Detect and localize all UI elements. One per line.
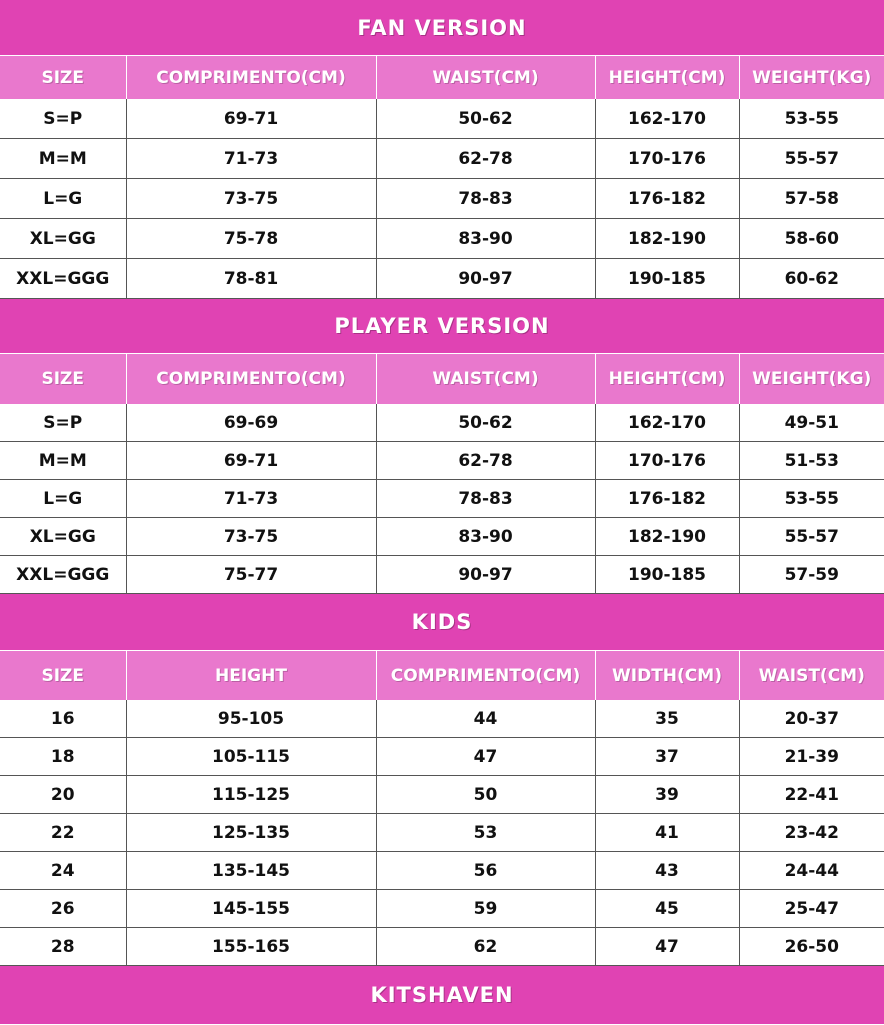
height-cell: 182-190 — [595, 219, 739, 259]
weight-cell: 53-55 — [739, 99, 884, 139]
comprimento-cell: 56 — [376, 852, 595, 890]
weight-cell: 55-57 — [739, 139, 884, 179]
width-cell: 37 — [595, 738, 739, 776]
table-header-row — [0, 56, 884, 99]
waist-cell: 22-41 — [739, 776, 884, 814]
height-cell: 162-170 — [595, 99, 739, 139]
table-row — [0, 139, 884, 179]
comprimento-cell: 50 — [376, 776, 595, 814]
kids-section — [0, 594, 884, 966]
table-row — [0, 404, 884, 442]
column-header-weight: WEIGHT(KG) — [739, 354, 884, 404]
width-cell: 43 — [595, 852, 739, 890]
size-cell: M=M — [0, 139, 126, 179]
width-cell: 39 — [595, 776, 739, 814]
size-cell: 20 — [0, 776, 126, 814]
column-header-height: HEIGHT(CM) — [595, 56, 739, 99]
height-cell: 155-165 — [126, 928, 376, 966]
comprimento-cell: 75-77 — [126, 556, 376, 594]
table-row — [0, 852, 884, 890]
size-cell: S=P — [0, 404, 126, 442]
comprimento-cell: 44 — [376, 700, 595, 738]
size-cell: XL=GG — [0, 518, 126, 556]
height-cell: 95-105 — [126, 700, 376, 738]
table-header-row — [0, 354, 884, 404]
size-cell: 22 — [0, 814, 126, 852]
table-row — [0, 442, 884, 480]
comprimento-cell: 69-71 — [126, 442, 376, 480]
weight-cell: 57-59 — [739, 556, 884, 594]
weight-cell: 57-58 — [739, 179, 884, 219]
table-row — [0, 219, 884, 259]
waist-cell: 62-78 — [376, 442, 595, 480]
height-cell: 182-190 — [595, 518, 739, 556]
comprimento-cell: 53 — [376, 814, 595, 852]
weight-cell: 51-53 — [739, 442, 884, 480]
comprimento-cell: 71-73 — [126, 480, 376, 518]
waist-cell: 26-50 — [739, 928, 884, 966]
column-header-height: HEIGHT — [126, 651, 376, 700]
size-cell: L=G — [0, 179, 126, 219]
height-cell: 190-185 — [595, 556, 739, 594]
height-cell: 176-182 — [595, 179, 739, 219]
height-cell: 125-135 — [126, 814, 376, 852]
weight-cell: 55-57 — [739, 518, 884, 556]
weight-cell: 58-60 — [739, 219, 884, 259]
table-row — [0, 776, 884, 814]
waist-cell: 20-37 — [739, 700, 884, 738]
size-cell: 16 — [0, 700, 126, 738]
height-cell: 190-185 — [595, 259, 739, 299]
player-size-table — [0, 354, 884, 594]
table-row — [0, 518, 884, 556]
height-cell: 135-145 — [126, 852, 376, 890]
column-header-weight: WEIGHT(KG) — [739, 56, 884, 99]
kids-title: KIDS — [0, 594, 884, 651]
column-header-height: HEIGHT(CM) — [595, 354, 739, 404]
waist-cell: 83-90 — [376, 518, 595, 556]
size-cell: L=G — [0, 480, 126, 518]
player-version-title: PLAYER VERSION — [0, 299, 884, 354]
size-cell: XXL=GGG — [0, 259, 126, 299]
table-header-row — [0, 651, 884, 700]
size-cell: M=M — [0, 442, 126, 480]
waist-cell: 50-62 — [376, 404, 595, 442]
table-row — [0, 700, 884, 738]
brand-footer: KITSHAVEN — [0, 966, 884, 1025]
height-cell: 145-155 — [126, 890, 376, 928]
fan-version-section — [0, 0, 884, 299]
comprimento-cell: 73-75 — [126, 518, 376, 556]
waist-cell: 25-47 — [739, 890, 884, 928]
waist-cell: 24-44 — [739, 852, 884, 890]
width-cell: 45 — [595, 890, 739, 928]
kids-size-table — [0, 651, 884, 966]
column-header-waist: WAIST(CM) — [376, 56, 595, 99]
column-header-comprimento: COMPRIMENTO(CM) — [126, 56, 376, 99]
comprimento-cell: 78-81 — [126, 259, 376, 299]
width-cell: 47 — [595, 928, 739, 966]
size-cell: 24 — [0, 852, 126, 890]
size-cell: 28 — [0, 928, 126, 966]
comprimento-cell: 69-69 — [126, 404, 376, 442]
waist-cell: 83-90 — [376, 219, 595, 259]
weight-cell: 60-62 — [739, 259, 884, 299]
width-cell: 41 — [595, 814, 739, 852]
weight-cell: 53-55 — [739, 480, 884, 518]
height-cell: 115-125 — [126, 776, 376, 814]
column-header-size: SIZE — [0, 651, 126, 700]
table-row — [0, 556, 884, 594]
height-cell: 170-176 — [595, 139, 739, 179]
size-cell: XXL=GGG — [0, 556, 126, 594]
height-cell: 176-182 — [595, 480, 739, 518]
comprimento-cell: 71-73 — [126, 139, 376, 179]
comprimento-cell: 47 — [376, 738, 595, 776]
comprimento-cell: 62 — [376, 928, 595, 966]
fan-version-title: FAN VERSION — [0, 0, 884, 56]
waist-cell: 90-97 — [376, 259, 595, 299]
waist-cell: 90-97 — [376, 556, 595, 594]
column-header-comprimento: COMPRIMENTO(CM) — [126, 354, 376, 404]
column-header-comprimento: COMPRIMENTO(CM) — [376, 651, 595, 700]
comprimento-cell: 73-75 — [126, 179, 376, 219]
table-row — [0, 814, 884, 852]
size-cell: XL=GG — [0, 219, 126, 259]
waist-cell: 50-62 — [376, 99, 595, 139]
table-row — [0, 259, 884, 299]
comprimento-cell: 69-71 — [126, 99, 376, 139]
weight-cell: 49-51 — [739, 404, 884, 442]
column-header-size: SIZE — [0, 354, 126, 404]
size-cell: S=P — [0, 99, 126, 139]
table-row — [0, 928, 884, 966]
table-row — [0, 890, 884, 928]
size-cell: 26 — [0, 890, 126, 928]
table-row — [0, 179, 884, 219]
comprimento-cell: 59 — [376, 890, 595, 928]
height-cell: 105-115 — [126, 738, 376, 776]
width-cell: 35 — [595, 700, 739, 738]
fan-size-table — [0, 56, 884, 299]
height-cell: 170-176 — [595, 442, 739, 480]
column-header-size: SIZE — [0, 56, 126, 99]
table-row — [0, 99, 884, 139]
waist-cell: 78-83 — [376, 480, 595, 518]
table-row — [0, 480, 884, 518]
waist-cell: 62-78 — [376, 139, 595, 179]
column-header-waist: WAIST(CM) — [739, 651, 884, 700]
comprimento-cell: 75-78 — [126, 219, 376, 259]
player-version-section — [0, 299, 884, 594]
column-header-waist: WAIST(CM) — [376, 354, 595, 404]
waist-cell: 21-39 — [739, 738, 884, 776]
waist-cell: 78-83 — [376, 179, 595, 219]
column-header-width: WIDTH(CM) — [595, 651, 739, 700]
height-cell: 162-170 — [595, 404, 739, 442]
waist-cell: 23-42 — [739, 814, 884, 852]
table-row — [0, 738, 884, 776]
size-cell: 18 — [0, 738, 126, 776]
